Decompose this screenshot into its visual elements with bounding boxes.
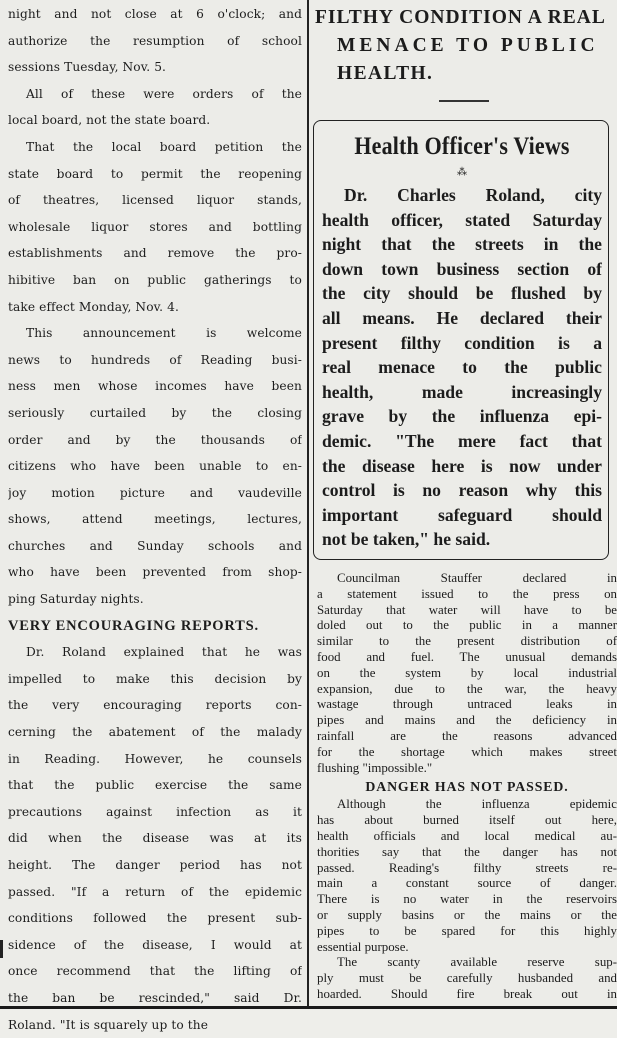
box-text-line: all means. He declared their xyxy=(322,307,602,328)
box-text-line: important safeguard should xyxy=(322,504,602,525)
story-text-line: health officials and local medical au- xyxy=(317,828,617,843)
text-line: news to hundreds of Reading busi- xyxy=(8,352,302,367)
text-line: wholesale liquor stores and bottling xyxy=(8,219,302,234)
story-text-line: flushing "impossible." xyxy=(317,760,433,775)
text-line: impelled to make this decision by xyxy=(8,671,302,686)
story-text-line: expansion, due to the war, the heavy xyxy=(317,681,617,696)
text-line: joy motion picture and vaudeville xyxy=(8,485,302,500)
story-text-line: hoarded. Should fire break out in xyxy=(317,986,617,1001)
text-line: seriously curtailed by the closing xyxy=(8,405,302,420)
box-text-line: demic. "The mere fact that xyxy=(322,430,602,451)
story-text-line: similar to the present distribution of xyxy=(317,634,617,649)
story-text-line: wastage through untraced leaks in xyxy=(317,697,617,712)
text-line: establishments and remove the pro- xyxy=(8,246,302,261)
story-text-line: passed. Reading's filthy streets re- xyxy=(317,860,617,875)
story-text-line: Saturday that water will have to be xyxy=(317,602,617,617)
text-line: cerning the abatement of the malady xyxy=(8,725,302,740)
text-line: This announcement is welcome xyxy=(26,326,302,341)
text-line: did when the disease was at its xyxy=(8,831,302,846)
story-text-line: Although the influenza epidemic xyxy=(337,797,617,812)
text-line: precautions against infection as it xyxy=(8,804,302,819)
text-line: the very encouraging reports con- xyxy=(8,698,302,713)
column-rule xyxy=(307,0,309,1009)
right-column xyxy=(313,0,617,1009)
text-line: hibitive ban on public gatherings to xyxy=(8,272,302,287)
text-line: who have been prevented from shop- xyxy=(8,565,302,580)
box-body xyxy=(322,183,602,552)
text-line: sidence of the disease, I would at xyxy=(8,937,302,952)
section-subhead: VERY ENCOURAGING REPORTS. xyxy=(8,617,259,634)
text-line: churches and Sunday schools and xyxy=(8,538,302,553)
story-text-line: for the shortage which makes street xyxy=(317,744,617,759)
box-text-line: down town business section of xyxy=(322,258,602,279)
box-text-line: grave by the influenza epi- xyxy=(322,406,602,427)
headline xyxy=(315,4,613,88)
box-text-line: present filthy condition is a xyxy=(322,332,602,353)
story-text-line: has about burned itself out here, xyxy=(317,813,617,828)
story-text-line: ply must be carefully husbanded and xyxy=(317,971,617,986)
box-ornament: ⁂ xyxy=(457,167,467,178)
story-part-2 xyxy=(317,797,617,1002)
box-text-line: not be taken," he said. xyxy=(322,529,491,550)
text-line: local board, not the state board. xyxy=(8,113,211,128)
text-line: of theatres, licensed liquor stands, xyxy=(8,193,302,208)
box-text-line: the city should be flushed by xyxy=(322,283,602,304)
story-text-line: a statement issued to the press on xyxy=(317,586,617,601)
box-text-line: the disease here is now under xyxy=(322,455,602,476)
text-line: Roland. "It is squarely up to the xyxy=(8,1017,209,1032)
story-text-line: pipes and mains and the deficiency in xyxy=(317,713,617,728)
box-text-line: real menace to the public xyxy=(322,357,602,378)
box-text-line: night that the streets in the xyxy=(322,234,602,255)
text-line: the ban be rescinded," said Dr. xyxy=(8,990,302,1005)
box-text-line: Dr. Charles Roland, city xyxy=(344,185,602,205)
text-line: height. The danger period has not xyxy=(8,858,302,872)
text-line: once recommend that the lifting of xyxy=(8,964,302,979)
headline-line: MENACE TO PUBLIC xyxy=(337,35,599,56)
left-column xyxy=(0,0,306,1032)
story-text-line: rainfall are the reasons advanced xyxy=(317,728,617,743)
story-text-line: There is no water in the reservoirs xyxy=(317,892,617,907)
story-text-line: The scanty available reserve sup- xyxy=(337,955,617,970)
headline-dash-rule xyxy=(439,100,489,102)
text-line: citizens who have been unable to en- xyxy=(8,459,302,474)
story-text-line: on the system by local industrial xyxy=(317,665,617,680)
headline-line: FILTHY CONDITION A REAL xyxy=(315,7,606,28)
text-line: ness men whose incomes have been xyxy=(8,379,302,394)
text-line: shows, attend meetings, lectures, xyxy=(8,512,302,527)
headline-line: HEALTH. xyxy=(337,63,434,84)
story-text-line: doled out to the public in a manner xyxy=(317,618,617,633)
margin-mark xyxy=(0,940,3,958)
story-part-1 xyxy=(317,571,617,776)
text-line: conditions followed the present sub- xyxy=(8,911,302,926)
box-text-line: control is no reason why this xyxy=(322,480,602,501)
health-officer-box xyxy=(313,120,609,560)
text-line: passed. "If a return of the epidemic xyxy=(8,884,302,899)
story-text-line: Councilman Stauffer declared in xyxy=(337,571,617,585)
box-title: Health Officer's Views xyxy=(354,133,570,160)
danger-subhead: DANGER HAS NOT PASSED. xyxy=(365,779,569,795)
water-shortage-story xyxy=(317,571,617,1003)
text-line: that the public exercise the same xyxy=(8,778,302,793)
box-text-line: health officer, stated Saturday xyxy=(322,209,602,230)
text-line: state board to permit the reopening xyxy=(8,166,302,181)
text-line: night and not close at 6 o'clock; and xyxy=(8,7,302,21)
text-line: take effect Monday, Nov. 4. xyxy=(8,299,179,314)
text-line: in Reading. However, he counsels xyxy=(8,751,302,766)
text-line: That the local board petition the xyxy=(26,139,302,154)
story-text-line: main a constant source of danger. xyxy=(317,876,617,891)
box-text-line: health, made increasingly xyxy=(322,381,602,402)
text-line: All of these were orders of the xyxy=(26,86,302,101)
story-text-line: essential purpose. xyxy=(317,939,409,954)
left-column-text xyxy=(8,1,302,1038)
story-text-line: or supply basins or the mains or the xyxy=(317,907,617,922)
text-line: authorize the resumption of school xyxy=(8,33,302,48)
text-line: Dr. Roland explained that he was xyxy=(26,645,302,660)
text-line: ping Saturday nights. xyxy=(8,592,144,607)
text-line: sessions Tuesday, Nov. 5. xyxy=(8,60,167,75)
story-text-line: thorities say that the danger has not xyxy=(317,844,617,859)
story-text-line: pipes to be spared for this highly xyxy=(317,923,617,938)
story-text-line: food and fuel. The unusual demands xyxy=(317,649,617,664)
text-line: order and by the thousands of xyxy=(8,432,302,447)
